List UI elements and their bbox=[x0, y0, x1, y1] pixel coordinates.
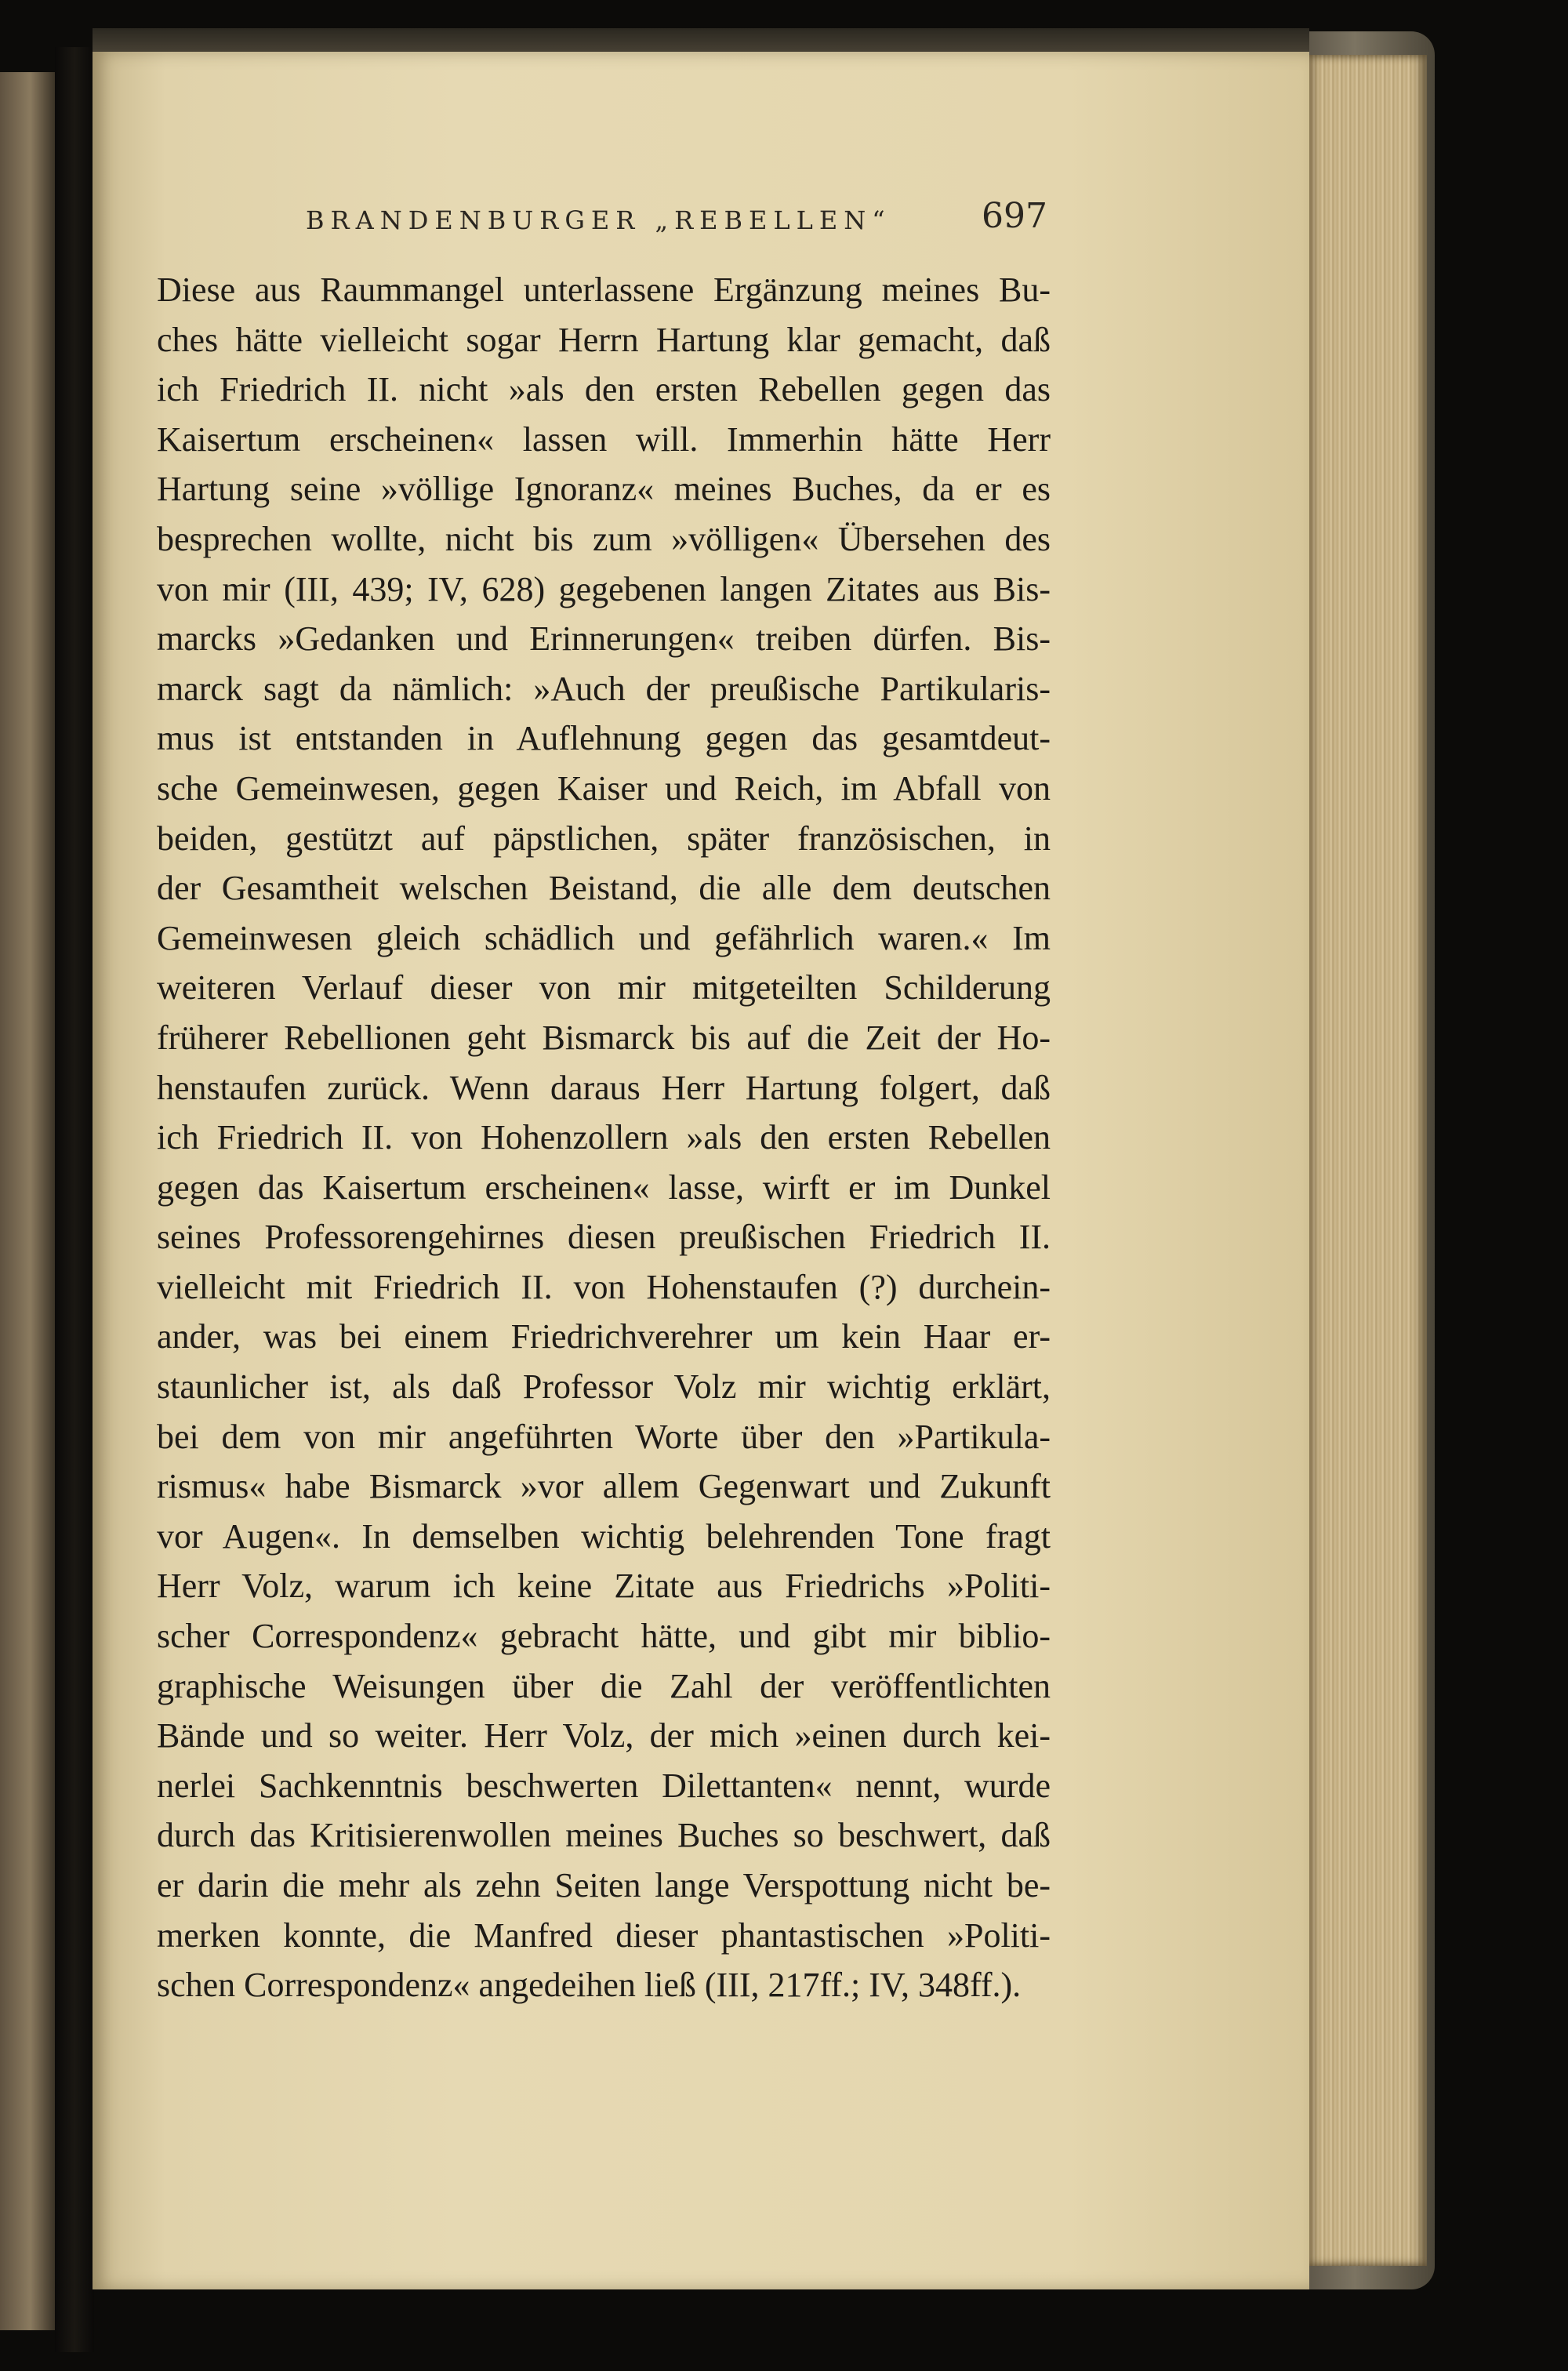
text-line: marck sagt da nämlich: »Auch der preußische Partikularis- bbox=[157, 669, 1051, 708]
text-line: gegen das Kaisertum erscheinen« lasse, wirft er im Dunkel bbox=[157, 1167, 1051, 1207]
text-line: rismus« habe Bismarck »vor allem Gegenwart und Zukunft bbox=[157, 1467, 1051, 1506]
text-line: ich Friedrich II. von Hohenzollern »als den ersten Rebellen bbox=[157, 1118, 1051, 1157]
text-line: schen Correspondenz« angedeihen ließ (III, 217ff.; IV, 348ff.). bbox=[157, 1966, 1022, 2005]
text-line: henstaufen zurück. Wenn daraus Herr Hartung folgert, daß bbox=[157, 1068, 1051, 1107]
text-line: er darin die mehr als zehn Seiten lange Verspottung nicht be- bbox=[157, 1866, 1051, 1904]
text-line: Gemeinwesen gleich schädlich und gefährlich waren.« Im bbox=[157, 918, 1051, 957]
running-head: BRANDENBURGER „REBELLEN“ bbox=[306, 205, 891, 235]
text-line: Bände und so weiter. Herr Volz, der mich »einen durch kei- bbox=[157, 1716, 1051, 1756]
text-line: durch das Kritisierenwollen meines Buches so beschwert, daß bbox=[157, 1816, 1051, 1855]
text-line: weiteren Verlauf dieser von mir mitgeteilten Schilderung bbox=[157, 968, 1051, 1008]
body-text bbox=[157, 265, 1051, 2010]
page-stack-edges bbox=[1309, 55, 1427, 2266]
text-line: ich Friedrich II. nicht »als den ersten Rebellen gegen das bbox=[157, 370, 1051, 409]
text-line: bei dem von mir angeführten Worte über den »Partikula- bbox=[157, 1417, 1051, 1456]
book-top-shadow bbox=[93, 28, 1309, 55]
text-line: staunlicher ist, als daß Professor Volz mir wichtig erklärt, bbox=[157, 1367, 1051, 1407]
text-line: seines Professorengehirnes diesen preußischen Friedrich II. bbox=[157, 1218, 1051, 1257]
text-line: sche Gemeinwesen, gegen Kaiser und Reich, im Abfall von bbox=[157, 768, 1051, 808]
text-line: Hartung seine »völlige Ignoranz« meines Buches, da er es bbox=[157, 470, 1051, 509]
text-line: nerlei Sachkenntnis beschwerten Dilettanten« nennt, wurde bbox=[157, 1766, 1051, 1805]
text-line: graphische Weisungen über die Zahl der veröffentlichten bbox=[157, 1666, 1051, 1705]
text-line: ches hätte vielleicht sogar Herrn Hartung klar gemacht, daß bbox=[157, 320, 1051, 359]
text-line: beiden, gestützt auf päpstlichen, später französischen, in bbox=[157, 819, 1051, 858]
text-line: ander, was bei einem Friedrichverehrer um kein Haar er- bbox=[157, 1317, 1051, 1356]
text-line: Kaisertum erscheinen« lassen will. Immerhin hätte Herr bbox=[157, 419, 1051, 459]
book-gutter bbox=[55, 47, 94, 2352]
text-line: scher Correspondenz« gebracht hätte, und gibt mir biblio- bbox=[157, 1617, 1051, 1656]
previous-page-edge bbox=[0, 72, 55, 2330]
text-line: mus ist entstanden in Auflehnung gegen das gesamtdeut- bbox=[157, 719, 1051, 758]
text-line: von mir (III, 439; IV, 628) gegebenen langen Zitates aus Bis- bbox=[157, 569, 1051, 608]
text-line: besprechen wollte, nicht bis zum »völligen« Übersehen des bbox=[157, 519, 1051, 558]
text-line: vielleicht mit Friedrich II. von Hohenstaufen (?) durchein- bbox=[157, 1267, 1051, 1306]
text-line: merken konnte, die Manfred dieser phantastischen »Politi- bbox=[157, 1915, 1051, 1955]
text-line: der Gesamtheit welschen Beistand, die alle dem deutschen bbox=[157, 869, 1051, 908]
page-number: 697 bbox=[982, 196, 1047, 236]
text-line: früherer Rebellionen geht Bismarck bis auf die Zeit der Ho- bbox=[157, 1018, 1051, 1057]
text-line: marcks »Gedanken und Erinnerungen« treiben dürfen. Bis- bbox=[157, 619, 1051, 659]
text-line: vor Augen«. In demselben wichtig belehrenden Tone fragt bbox=[157, 1516, 1051, 1556]
text-line: Diese aus Raummangel unterlassene Ergänzung meines Bu- bbox=[157, 271, 1051, 309]
text-line: Herr Volz, warum ich keine Zitate aus Friedrichs »Politi- bbox=[157, 1567, 1051, 1606]
